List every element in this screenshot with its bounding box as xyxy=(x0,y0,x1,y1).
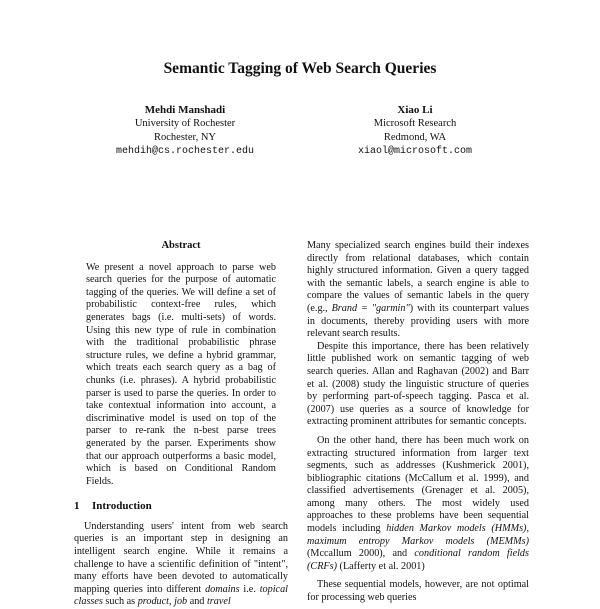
text-run: and xyxy=(187,596,207,608)
right-column xyxy=(307,240,529,605)
italic-term: product xyxy=(137,596,170,608)
body-paragraph xyxy=(307,435,529,574)
author-name: Xiao Li xyxy=(397,104,433,116)
author-location: Redmond, WA xyxy=(383,132,447,143)
abstract-text: We present a novel approach to parse web search queries for the purpose of automatic tagging of the queries. We will define a set of probabilistic context-free rules, which generates bags (i.e. multi-sets) of words. Using this new type of rule in combination with the traditional probabilistic phrase structure rules, we define a hybrid grammar, which treats each search query as a bag of chunks (i.e. phrases). A hybrid probabilistic parser is used to parse the queries. In order to take contextual information into account, a discriminative model is used on top of the parser to re-rank the n-best parse trees generated by the parser. Experiments show that our approach outperforms a basic model, which is based on Conditional Random Fields. xyxy=(86,261,276,487)
body-paragraph xyxy=(307,240,529,341)
text-run: On the other hand, there has been much work on extracting structured information from larger text segments, such as addresses (Kushmerick 2001), bibliographic citations (McCallum et al. 1999), and classified advertisements (Grenager et al. 2005), among many others. The most widely used approaches to these problems have been sequential models including xyxy=(307,434,529,535)
italic-term: topical classes xyxy=(74,583,288,608)
abstract-heading: Abstract xyxy=(161,240,201,251)
left-column xyxy=(74,240,288,609)
italic-term: maximum entropy Markov models (MEMMs) xyxy=(307,535,529,547)
author-affiliation: University of Rochester xyxy=(134,118,236,129)
intro-paragraph xyxy=(74,521,288,609)
italic-term: conditional random fields (CRFs) xyxy=(307,548,529,572)
text-run: i.e. xyxy=(239,583,260,595)
section-heading-introduction xyxy=(74,500,288,513)
italic-term: hidden Markov models (HMMs) xyxy=(386,523,527,535)
section-title: Introduction xyxy=(92,500,152,513)
text-run: (Mccallum 2000), and xyxy=(307,548,415,560)
author-name: Mehdi Manshadi xyxy=(144,104,226,116)
author-email: mehdih@cs.rochester.edu xyxy=(115,146,255,157)
author-location: Rochester, NY xyxy=(154,132,216,143)
author-block-1 xyxy=(80,103,290,159)
text-run: ) with its counterpart values in documents, thereby providing users with more relevant search results. xyxy=(307,302,529,340)
italic-term: domains xyxy=(205,583,240,595)
text-run: Many specialized search engines build their indexes directly from relational databases, which contain highly structured information. Given a query tagged with the semantic labels, a search engine is able to compare the values of semantic labels in the query (e.g., xyxy=(307,240,529,314)
text-run: such as xyxy=(102,596,138,608)
body-paragraph: These sequential models, however, are not optimal for processing web queries xyxy=(307,579,529,604)
section-number: 1 xyxy=(74,500,80,513)
paper-title: Semantic Tagging of Web Search Queries xyxy=(163,60,437,77)
body-paragraph: Despite this importance, there has been relatively little published work on semantic tagging of web search queries. Allan and Raghavan (2002) and Barr et al. (2008) study the linguistic structure of queries by performing part-of-speech tagging. Pasca et al. (2007) use queries as a source of knowledge for extracting prominent attributes for semantic concepts. xyxy=(307,340,529,428)
text-run: , xyxy=(526,523,529,535)
author-email: xiaol@microsoft.com xyxy=(357,146,473,157)
text-run: (Lafferty et al. 2001) xyxy=(337,560,425,572)
text-run: Understanding users' intent from web search queries is an important step in designing an intelligent search engine. While it remains a challenge to have a scientific definition of "intent", many efforts have been devoted to automatically mapping queries into different xyxy=(74,520,288,595)
author-block-2 xyxy=(310,103,520,159)
italic-term: travel xyxy=(206,596,231,608)
author-affiliation: Microsoft Research xyxy=(373,118,457,129)
italic-term: job xyxy=(174,596,188,608)
text-run: , xyxy=(169,596,175,608)
italic-term: Brand = "garmin" xyxy=(331,302,410,314)
